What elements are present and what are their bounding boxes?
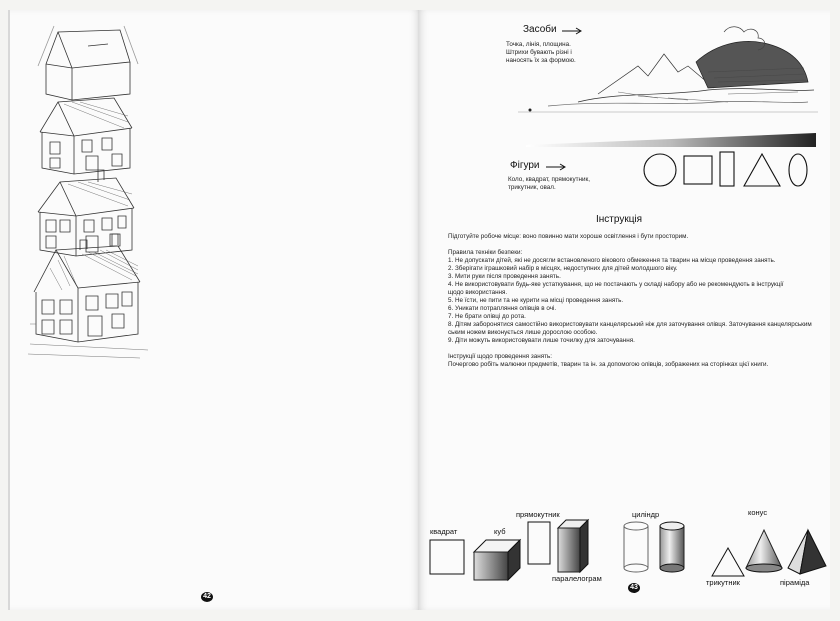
- right-page: [418, 10, 830, 610]
- triangle-figure: [744, 154, 780, 186]
- label-rectangle: прямокутник: [516, 510, 560, 519]
- page-number-right: 43: [628, 583, 640, 593]
- rule-7: 7. Не брати олівці до рота.: [448, 313, 526, 320]
- rule-4: 4. Не використовувати будь-яке устаткування, що не постачають у складі набору або не рекомендують в інструкції: [448, 281, 784, 288]
- cylinder-outline-shape: [624, 522, 648, 572]
- square-figure: [684, 156, 712, 184]
- parallelepiped-shape: [558, 520, 588, 572]
- triangle-shape: [712, 548, 744, 576]
- basic-figures: [640, 148, 810, 190]
- rectangle-shape: [528, 522, 550, 564]
- label-cone: конус: [748, 508, 768, 517]
- means-line-1: Точка, лінія, площина.: [506, 41, 571, 48]
- rule-8-cont: ським ножем виконується лише дорослою особою.: [448, 329, 598, 336]
- left-page: [8, 10, 420, 610]
- means-title: Засоби: [523, 24, 557, 35]
- arrow-right-icon: [546, 163, 568, 171]
- square-shape: [430, 540, 464, 574]
- rule-9: 9. Діти можуть використовувати лише точилку для заточування.: [448, 337, 635, 344]
- rectangle-figure: [720, 152, 734, 186]
- 3d-shapes-illustration: [428, 520, 828, 580]
- rule-1: 1. Не допускати дітей, які не досягли встановленого вікового обмеження та тварин на місце проведення занять.: [448, 257, 776, 264]
- label-cube: куб: [494, 527, 506, 536]
- instruction-intro: Підготуйте робоче місце: воно повинно мати хороше освітлення і бути просторим.: [448, 233, 689, 240]
- figures-title: Фігури: [510, 160, 540, 171]
- open-book: [8, 10, 830, 610]
- landscape-sketch: [518, 22, 818, 132]
- cube-shape: [474, 540, 520, 580]
- instruction-title: Інструкція: [596, 214, 643, 225]
- rule-5: 5. Не їсти, не пити та не курити на місці проведення занять.: [448, 297, 624, 304]
- label-parallelepiped: паралелограм: [552, 574, 602, 583]
- label-triangle: трикутник: [706, 578, 740, 587]
- pyramid-shape: [788, 530, 826, 574]
- label-pyramid: піраміда: [780, 578, 810, 587]
- rule-6: 6. Уникати потрапляння олівців в очі.: [448, 305, 557, 312]
- cone-shape: [746, 530, 782, 572]
- rule-3: 3. Мити руки після проведення занять.: [448, 273, 561, 280]
- label-square: квадрат: [430, 527, 458, 536]
- figures-line-2: трикутник, овал.: [508, 184, 556, 191]
- oval-figure: [789, 154, 807, 186]
- circle-figure: [644, 154, 676, 186]
- conduct-title: Інструкції щодо проведення занять:: [448, 353, 553, 360]
- house-sketch-illustration: [28, 24, 148, 364]
- shading-gradient-strip: [526, 133, 816, 147]
- page-number-left: 42: [201, 592, 213, 602]
- conduct-text: Почергово робіть малюнки предметів, тварин та ін. за допомогою олівців, зображених на сторінках цієї книги.: [448, 361, 769, 368]
- rule-8: 8. Дітям заборонятися самостійно використовувати канцелярський ніж для заточування олівця. Заточування канцелярським: [448, 321, 812, 328]
- means-line-3: наносять їх за формою.: [506, 57, 576, 64]
- cylinder-shape: [660, 522, 684, 572]
- rule-4-cont: щодо використання.: [448, 289, 508, 296]
- figures-line-1: Коло, квадрат, прямокутник,: [508, 176, 590, 183]
- safety-title: Правила техніки безпеки:: [448, 249, 523, 256]
- means-line-2: Штрихи бувають різні і: [506, 49, 572, 56]
- label-cylinder: циліндр: [632, 510, 660, 519]
- rule-2: 2. Зберігати іграшковий набір в місцях, недоступних для дітей молодшого віку.: [448, 265, 678, 272]
